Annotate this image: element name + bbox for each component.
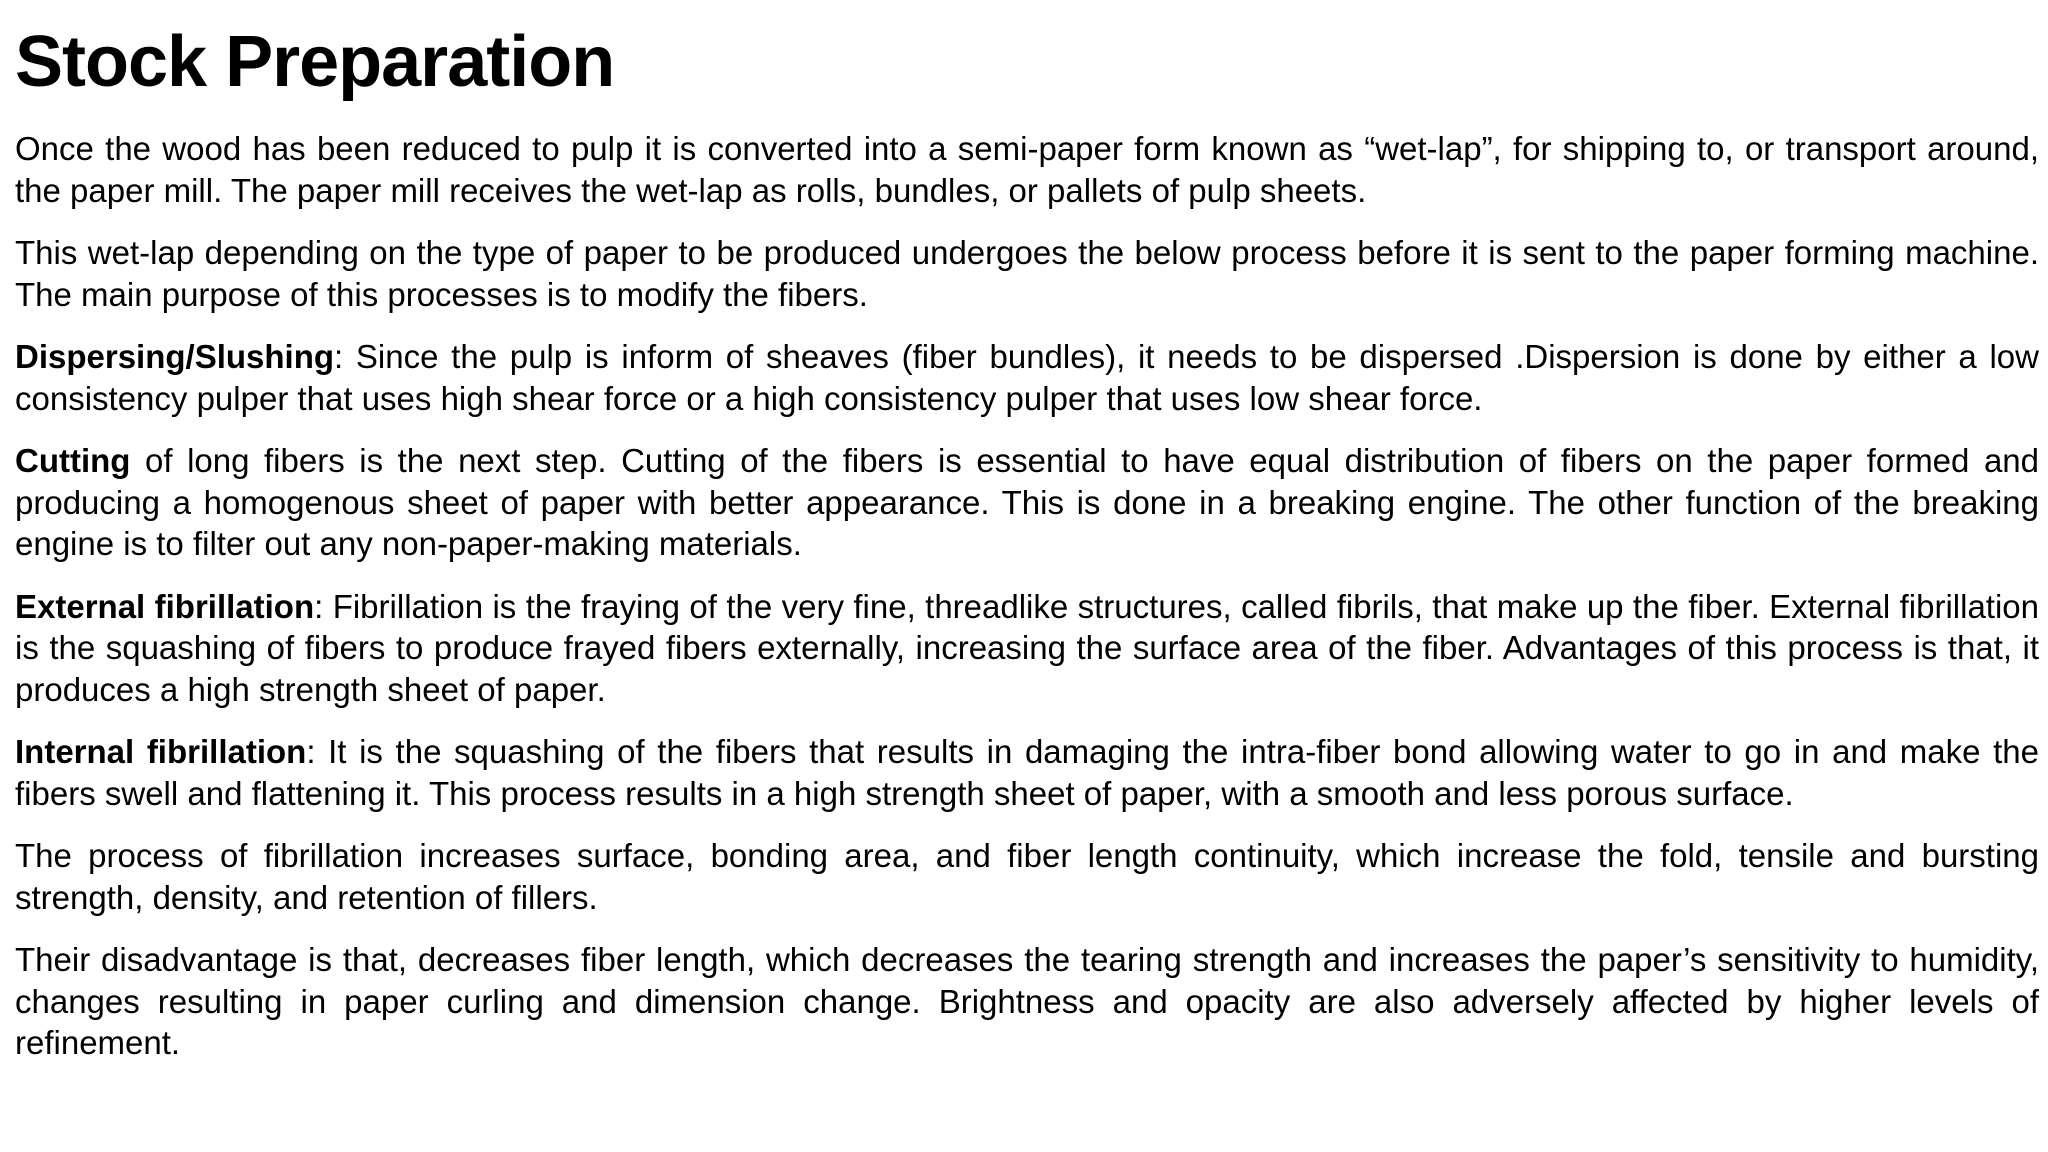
paragraph-cutting [15, 440, 2039, 565]
slide-body [15, 128, 2039, 1085]
paragraph-text: Once the wood has been reduced to pulp it is converted into a semi-paper form known as “wet-lap”, for shipping to, or transport around, the paper mill. The paper mill receives the wet-lap as rolls, bundles, or pallets of pulp sheets. [15, 130, 2039, 209]
paragraph-process-purpose [15, 232, 2039, 315]
paragraph-text: : It is the squashing of the fibers that results in damaging the intra-fiber bond allowing water to go in and make the fibers swell and flattening it. This process results in a high strength sheet of paper, with a smooth and less porous surface. [15, 733, 2039, 812]
paragraph-term-dispersing: Dispersing/Slushing [15, 338, 335, 375]
paragraph-text: Their disadvantage is that, decreases fiber length, which decreases the tearing strength and increases the paper’s sensitivity to humidity, changes resulting in paper curling and dimension change. Brightness and opacity are also adversely affected by higher levels of refinement. [15, 941, 2039, 1061]
paragraph-text: This wet-lap depending on the type of paper to be produced undergoes the below process before it is sent to the paper forming machine. The main purpose of this processes is to modify the fibers. [15, 234, 2039, 313]
paragraph-fibrillation-benefits [15, 835, 2039, 918]
paragraph-text: : Since the pulp is inform of sheaves (fiber bundles), it needs to be dispersed .Dispersion is done by either a low consistency pulper that uses high shear force or a high consistency pulper that uses low shear force. [15, 338, 2039, 417]
paragraph-term-cutting: Cutting [15, 442, 131, 479]
paragraph-disadvantages [15, 939, 2039, 1064]
paragraph-term-internal-fibrillation: Internal fibrillation [15, 733, 307, 770]
paragraph-text: The process of fibrillation increases surface, bonding area, and fiber length continuity, which increase the fold, tensile and bursting strength, density, and retention of fillers. [15, 837, 2039, 916]
paragraph-text: of long fibers is the next step. Cutting of the fibers is essential to have equal distribution of fibers on the paper formed and producing a homogenous sheet of paper with better appearance. This is done in a breaking engine. The other function of the breaking engine is to filter out any non-paper-making materials. [15, 442, 2039, 562]
paragraph-wet-lap-intro [15, 128, 2039, 211]
slide-title: Stock Preparation [15, 22, 615, 102]
paragraph-term-external-fibrillation: External fibrillation [15, 587, 315, 625]
paragraph-text: : Fibrillation is the fraying of the very fine, threadlike structures, called fibrils, that make up the fiber. External fibrillation is the squashing of fibers to produce frayed fibers externally, increasing the surface area of the fiber. Advantages of this process is that, it produces a high strength sheet of paper. [15, 587, 2039, 708]
paragraph-external-fibrillation [15, 586, 2039, 711]
paragraph-internal-fibrillation [15, 731, 2039, 814]
paragraph-dispersing [15, 336, 2039, 419]
